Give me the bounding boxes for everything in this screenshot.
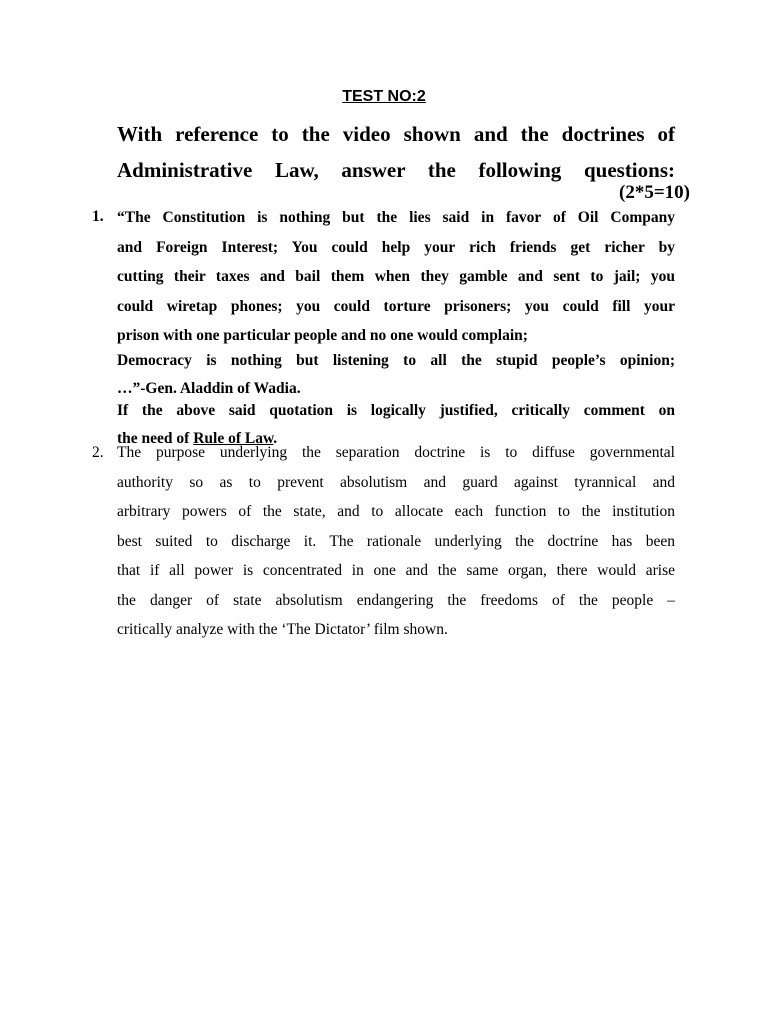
text-line: the danger of state absolutism endangering the freedoms of the people – (117, 591, 675, 609)
test-title: TEST NO:2 (342, 88, 426, 105)
text-line: and Foreign Interest; You could help your rich friends get richer by (117, 238, 675, 256)
marks-allocation: (2*5=10) (619, 182, 690, 203)
question-text (117, 438, 675, 645)
text-line: prison with one particular people and no one would complain; (117, 327, 528, 344)
text-line: …”-Gen. Aladdin of Wadia. (117, 379, 301, 397)
instructions (117, 116, 675, 188)
text-line: The purpose underlying the separation doctrine is to diffuse governmental (117, 444, 675, 461)
quote-paragraph (117, 203, 675, 351)
text-line: that if all power is concentrated in one and the same organ, there would arise (117, 562, 675, 579)
quote-paragraph (117, 347, 675, 403)
rule-of-law-term: Rule of Law (193, 429, 274, 447)
text-line: If the above said quotation is logically justified, critically comment on (117, 401, 675, 419)
text-line: could wiretap phones; you could torture prisoners; you could fill your (117, 297, 675, 315)
text-line: critically analyze with the ‘The Dictator’ film shown. (117, 621, 448, 638)
text-fragment: the need of (117, 429, 194, 447)
question-number: 2. (92, 444, 104, 461)
text-line: Democracy is nothing but listening to all the stupid people’s opinion; (117, 351, 675, 369)
text-line: arbitrary powers of the state, and to allocate each function to the institution (117, 503, 675, 520)
text-line: “The Constitution is nothing but the lies said in favor of Oil Company (117, 209, 675, 226)
question-number: 1. (92, 208, 104, 225)
question-text (117, 203, 675, 453)
text-fragment: . (273, 429, 278, 447)
instructions-line: Administrative Law, answer the following questions: (117, 158, 675, 182)
text-line: authority so as to prevent absolutism and guard against tyrannical and (117, 473, 675, 491)
text-line: best suited to discharge it. The rationale underlying the doctrine has been (117, 532, 675, 550)
text-line: cutting their taxes and bail them when they gamble and sent to jail; you (117, 268, 675, 285)
instructions-line: With reference to the video shown and the doctrines of (117, 122, 675, 146)
